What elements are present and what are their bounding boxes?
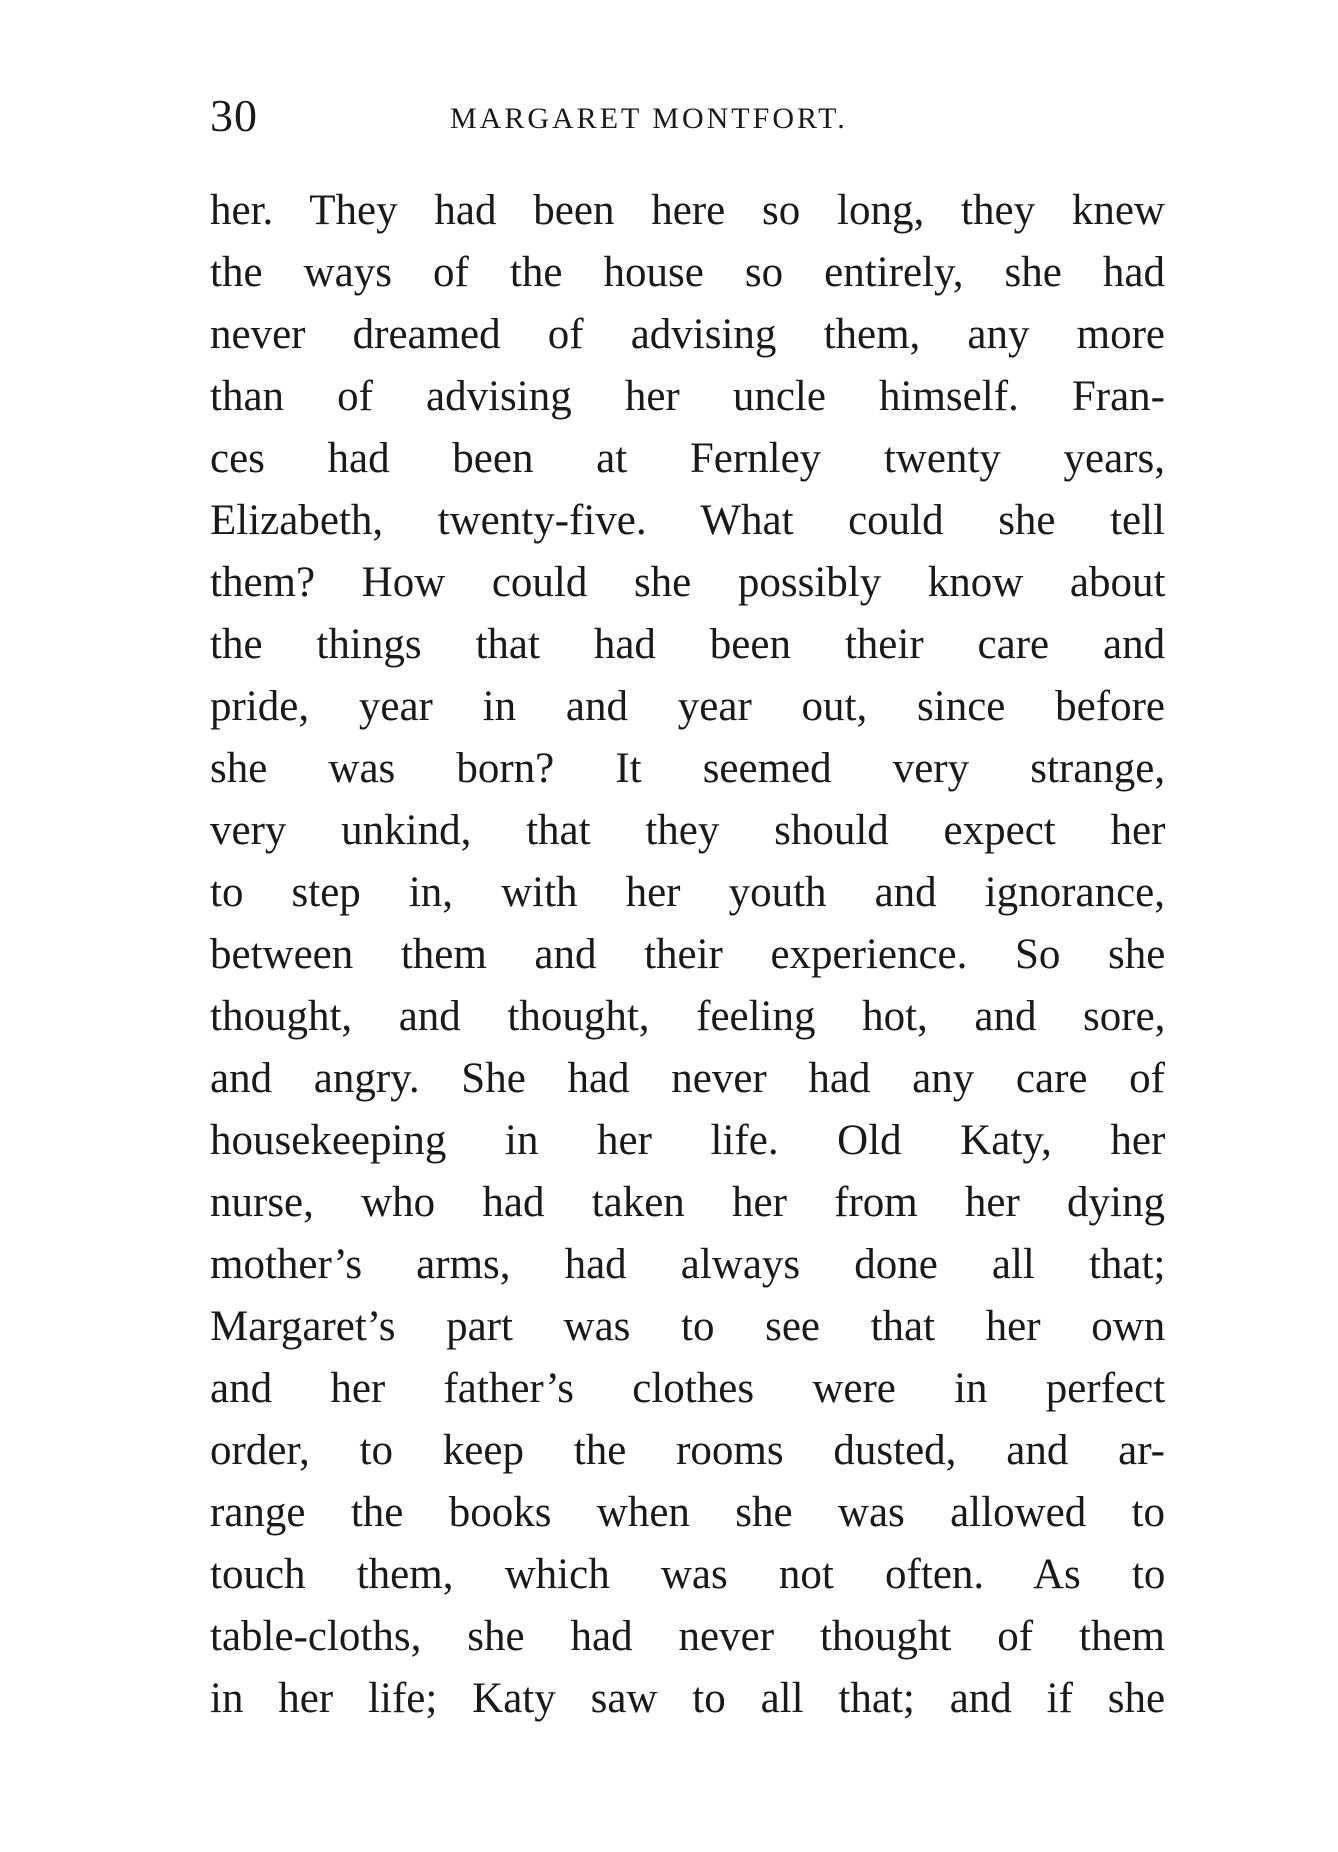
- text-line: the ways of the house so entirely, she had: [210, 249, 1165, 296]
- page-header: [210, 86, 1170, 146]
- text-line: them? How could she possibly know about: [210, 559, 1166, 606]
- text-line: order, to keep the rooms dusted, and ar-: [210, 1427, 1165, 1474]
- text-line: to step in, with her youth and ignorance,: [210, 869, 1165, 916]
- text-line: ces had been at Fernley twenty years,: [210, 435, 1165, 482]
- text-line: Elizabeth, twenty-five. What could she tell: [210, 497, 1165, 544]
- text-line: mother’s arms, had always done all that;: [210, 1241, 1166, 1288]
- text-line: Margaret’s part was to see that her own: [210, 1303, 1166, 1350]
- text-line: her. They had been here so long, they knew: [210, 187, 1165, 234]
- text-line: never dreamed of advising them, any more: [210, 311, 1165, 358]
- text-line: than of advising her uncle himself. Fran-: [210, 373, 1165, 420]
- text-line: thought, and thought, feeling hot, and sore,: [210, 993, 1166, 1040]
- text-line: very unkind, that they should expect her: [210, 807, 1166, 854]
- text-line: touch them, which was not often. As to: [210, 1551, 1166, 1598]
- text-line: between them and their experience. So she: [210, 931, 1166, 978]
- page-number: 30: [210, 90, 258, 141]
- text-line: table-cloths, she had never thought of them: [210, 1613, 1165, 1660]
- text-line: pride, year in and year out, since before: [210, 683, 1165, 730]
- text-line: and angry. She had never had any care of: [210, 1055, 1165, 1102]
- text-line: in her life; Katy saw to all that; and if she: [210, 1675, 1166, 1722]
- text-line: range the books when she was allowed to: [210, 1489, 1165, 1536]
- body-text: [210, 180, 1165, 1730]
- text-line: housekeeping in her life. Old Katy, her: [210, 1117, 1166, 1164]
- text-line: the things that had been their care and: [210, 621, 1166, 668]
- text-line: and her father’s clothes were in perfect: [210, 1365, 1166, 1412]
- text-line: nurse, who had taken her from her dying: [210, 1179, 1165, 1226]
- running-title: MARGARET MONTFORT.: [450, 102, 848, 135]
- text-line: she was born? It seemed very strange,: [210, 745, 1166, 792]
